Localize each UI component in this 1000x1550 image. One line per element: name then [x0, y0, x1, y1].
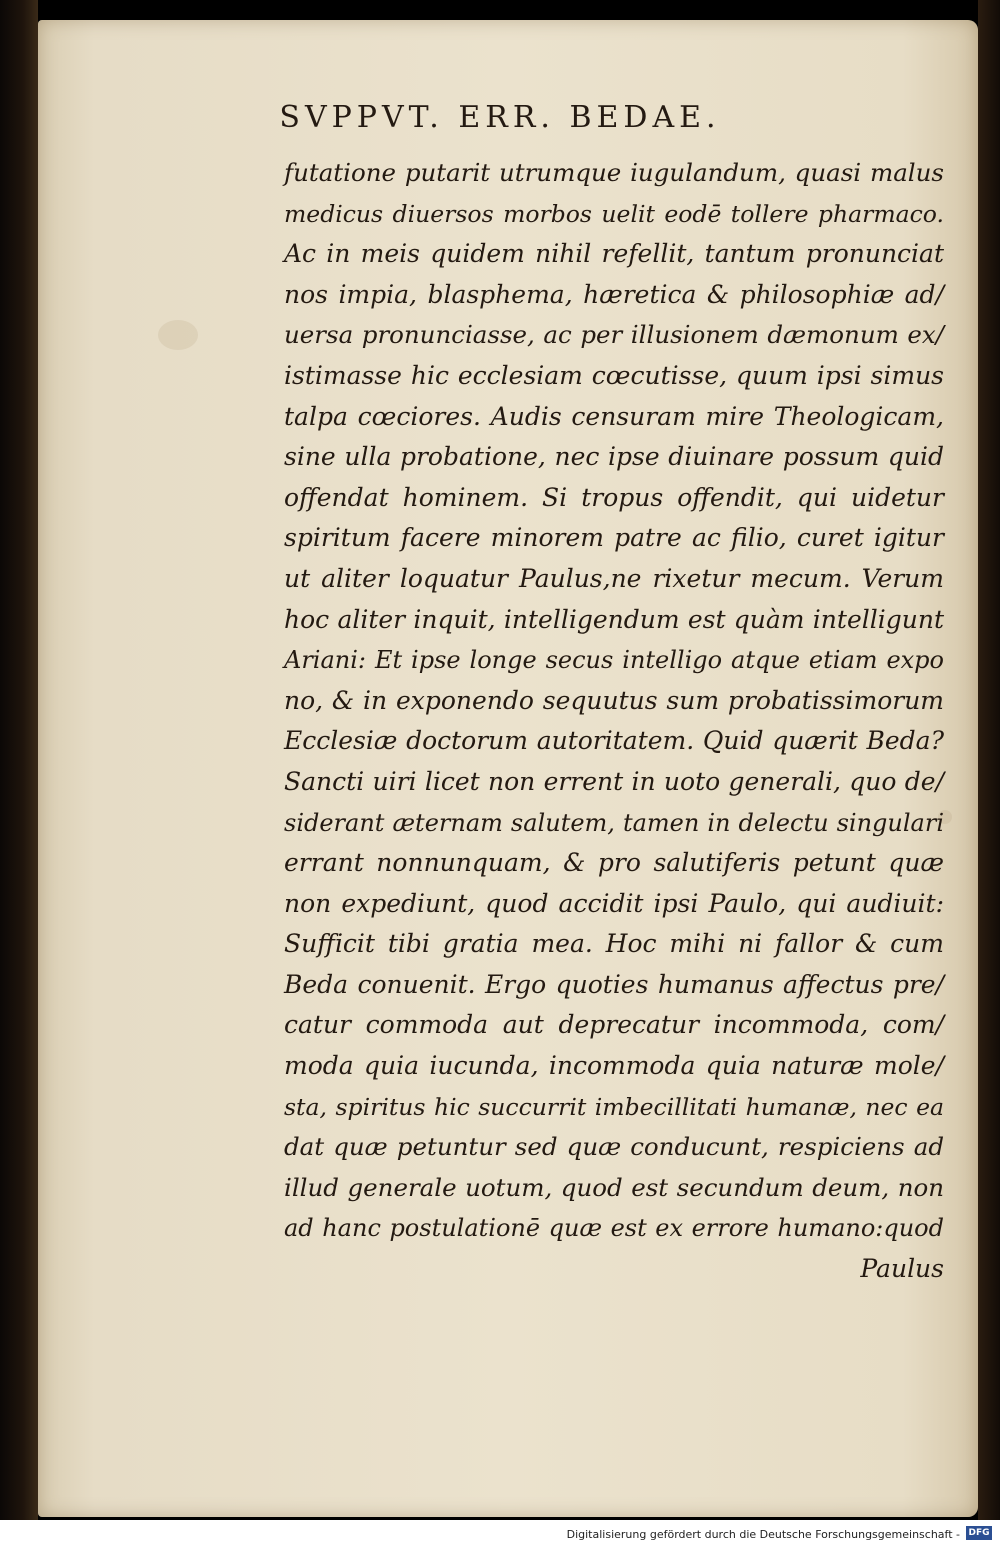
footer-bar [0, 1520, 1000, 1550]
text-line: sta, spiritus hic succurrit imbecillitati humanæ, nec ea [284, 1092, 944, 1121]
text-line: Sufficit tibi gratia mea. Hoc mihi ni fallor & cum [284, 929, 944, 959]
text-line: spiritum facere minorem patre ac filio, curet igitur [284, 523, 944, 553]
text-line: catur commoda aut deprecatur incommoda, com/ [284, 1010, 944, 1040]
text-line: dat quæ petuntur sed quæ conducunt, respiciens ad [284, 1132, 944, 1162]
text-line: Ecclesiæ doctorum autoritatem. Quid quærit Beda? [284, 726, 944, 756]
text-line: medicus diuersos morbos uelit eodē tollere pharmaco. [284, 199, 944, 228]
text-line: illud generale uotum, quod est secundum deum, non [284, 1172, 944, 1202]
catchword: Paulus [860, 1254, 944, 1284]
text-line: ut aliter loquatur Paulus,ne rixetur mecum. Verum [284, 563, 944, 593]
text-line: offendat hominem. Si tropus offendit, qui uidetur [284, 482, 944, 512]
text-line: Beda conuenit. Ergo quoties humanus affectus pre/ [284, 969, 944, 999]
text-line: istimasse hic ecclesiam cœcutisse, quum ipsi simus [284, 360, 944, 390]
running-head: SVPPVT. ERR. BEDAE. [279, 100, 721, 135]
left-book-edge [0, 0, 38, 1520]
text-line: non expediunt, quod accidit ipsi Paulo, qui audiuit: [284, 888, 944, 918]
text-line: Ac in meis quidem nihil refellit, tantum pronunciat [284, 239, 944, 269]
text-line: no, & in exponendo sequutus sum probatissimorum [284, 685, 944, 715]
text-line: moda quia iucunda, incommoda quia naturæ mole/ [284, 1051, 944, 1081]
dfg-logo-icon: DFG [966, 1526, 992, 1540]
text-line: errant nonnunquam, & pro salutiferis petunt quæ [284, 848, 944, 878]
paper-stain [158, 320, 198, 350]
text-line: uersa pronunciasse, ac per illusionem dæmonum ex/ [284, 320, 944, 350]
text-line: sine ulla probatione, nec ipse diuinare possum quid [284, 442, 944, 472]
right-book-edge [978, 0, 1000, 1520]
text-line: talpa cœciores. Audis censuram mire Theologicam, [284, 401, 944, 431]
text-line: Ariani: Et ipse longe secus intelligo atque etiam expo [284, 646, 944, 675]
text-line: Sancti uiri licet non errent in uoto generali, quo de/ [284, 766, 944, 796]
text-line: futatione putarit utrumque iugulandum, quasi malus [284, 158, 944, 187]
text-line: ad hanc postulationē quæ est ex errore humano:quod [284, 1214, 944, 1243]
text-line: hoc aliter inquit, intelligendum est quàm intelligunt [284, 604, 944, 634]
text-line: nos impia, blasphema, hæretica & philosophiæ ad/ [284, 279, 944, 309]
funding-credit: Digitalisierung gefördert durch die Deutsche Forschungsgemeinschaft - [566, 1528, 960, 1541]
body-text [284, 153, 944, 1290]
text-line: siderant æternam salutem, tamen in delectu singulari [284, 808, 944, 837]
